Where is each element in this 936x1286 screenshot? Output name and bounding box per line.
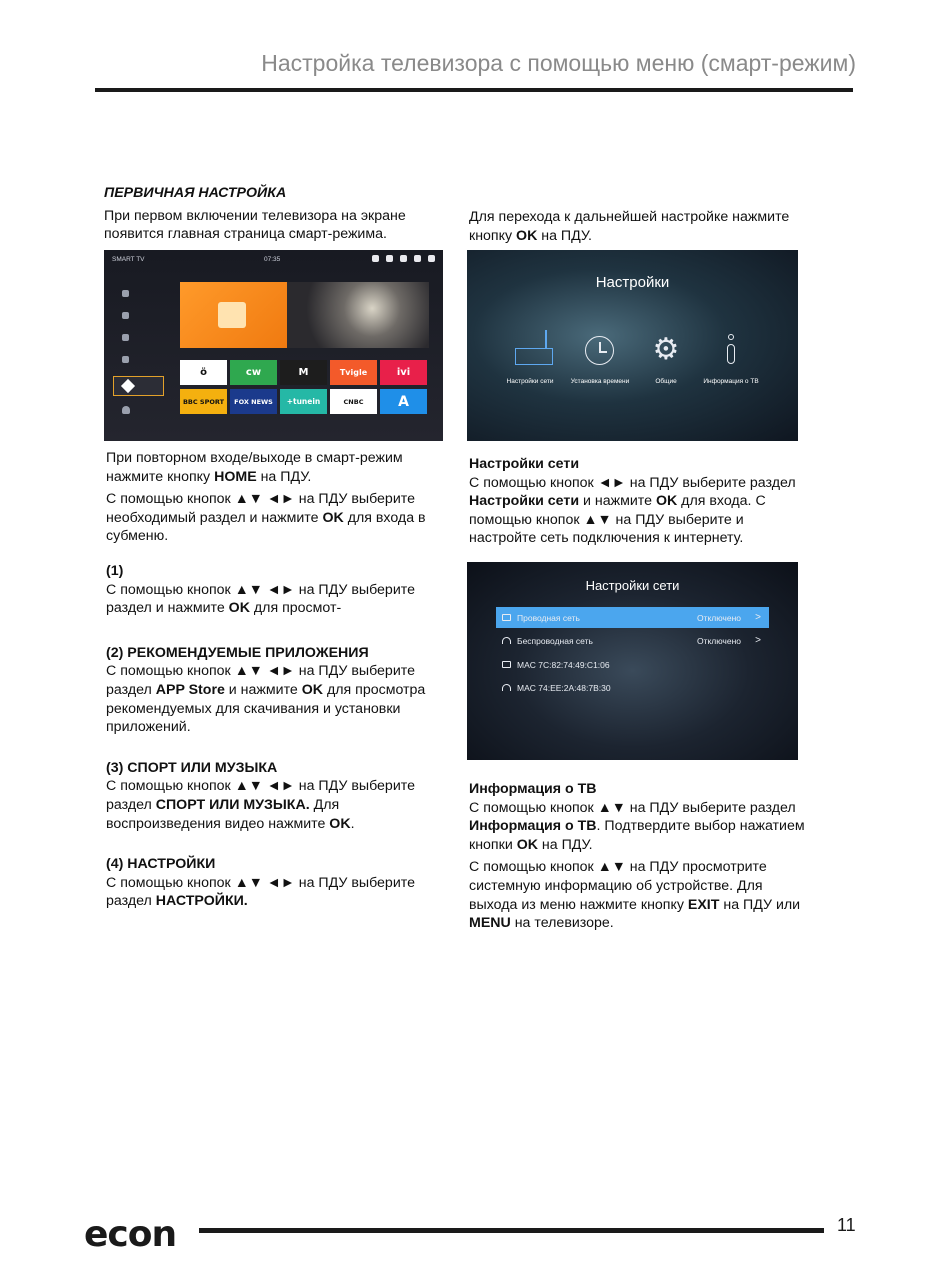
network-section-title: Настройки сети [469, 456, 580, 472]
settings-icon [400, 255, 407, 262]
text-span: С помощью кнопок ▲▼ ◄► на ПДУ выберите раздел [106, 663, 415, 698]
text-span: для входа. С помощью кнопок ▲▼ на ПДУ выберите и настройте сеть подключения к интернету. [469, 493, 766, 547]
app-tile-5: ivi [380, 360, 427, 385]
page-number: 11 [837, 1215, 856, 1235]
header-divider [95, 88, 853, 92]
grid-icon [428, 255, 435, 262]
text-span: С помощью кнопок ▲▼ ◄► на ПДУ выберите раздел [106, 778, 415, 813]
footer-divider [199, 1228, 824, 1233]
text-span: С помощью кнопок ◄► на ПДУ выберите раздел [469, 474, 796, 491]
home-icon [122, 290, 129, 297]
app-tile-8: +tunein [280, 389, 327, 414]
monitor-icon [502, 661, 511, 668]
text-span: С помощью кнопок ▲▼ ◄► на ПДУ выберите необходимый раздел и нажмите [106, 491, 415, 526]
section-3-text [106, 777, 448, 833]
app-store-label: APP Store [155, 681, 225, 698]
notification-icon [386, 255, 393, 262]
right-intro-paragraph [469, 208, 805, 245]
section-1-title: (1) [106, 562, 124, 579]
network-row-label: MAC 74:EE:2A:48:7B:30 [517, 682, 611, 693]
text-span: на ПДУ. [256, 468, 312, 485]
text-span: и нажмите [579, 493, 656, 510]
wifi-icon [502, 637, 511, 644]
section-3-title: (3) СПОРТ ИЛИ МУЗЫКА [106, 759, 278, 776]
gear-icon: ⚙ [652, 332, 680, 367]
info-section-title: Информация о ТВ [469, 781, 597, 797]
settings-label: НАСТРОЙКИ. [155, 893, 248, 910]
right-column-info [469, 780, 809, 933]
info-paragraph [469, 799, 809, 855]
right-column-intro [469, 208, 805, 245]
text-span: При повторном входе/выходе в смарт-режим нажмите кнопку [106, 450, 403, 485]
app-store-banner [180, 282, 287, 348]
home-reentry-paragraph [106, 449, 448, 486]
settings-item-network [495, 330, 565, 386]
section-4-title: (4) НАСТРОЙКИ [106, 856, 216, 873]
app-tile-10: A [380, 389, 427, 414]
ok-key-label: OK [301, 681, 324, 698]
tv-info-label: Информация о ТВ [469, 818, 597, 835]
network-row-mac-wireless [496, 677, 769, 698]
ok-key-label: OK [516, 227, 538, 244]
network-row-mac-wired [496, 654, 769, 675]
app-tile-2: cw [230, 360, 277, 385]
sport-music-label: СПОРТ ИЛИ МУЗЫКА. [155, 796, 310, 813]
section-2-text [106, 662, 448, 736]
info-paragraph-2 [469, 858, 809, 932]
smart-tv-label: SMART TV [112, 256, 145, 263]
brand-logo: econ [84, 1214, 177, 1255]
router-icon [495, 330, 565, 370]
home-key-label: HOME [214, 468, 257, 485]
info-icon [696, 330, 766, 370]
navigation-paragraph [106, 490, 448, 546]
ok-key-label: OK [516, 836, 538, 853]
text-span: . Подтвердите выбор нажатием кнопки [469, 818, 805, 853]
app-tile-6: BBC SPORT [180, 389, 227, 414]
network-settings-screenshot [467, 562, 798, 760]
text-span: на ПДУ. [537, 227, 592, 244]
shop-icon [218, 302, 246, 328]
search-icon [372, 255, 379, 262]
network-row-wired [496, 607, 769, 628]
section-title: ПЕРВИЧНАЯ НАСТРОЙКА [104, 185, 287, 201]
left-column-top [104, 184, 444, 244]
ok-key-label: OK [228, 600, 250, 617]
network-row-wireless [496, 630, 769, 651]
text-span: для входа в субменю. [106, 509, 426, 545]
settings-item-general [631, 330, 701, 386]
cloud-icon [414, 255, 421, 262]
app-tile-3: M [280, 360, 327, 385]
app-tile-9: CNBC [330, 389, 377, 414]
text-span: на ПДУ. [537, 836, 593, 853]
app-tile-7: FOX NEWS [230, 389, 277, 414]
text-span: С помощью кнопок ▲▼ ◄► на ПДУ выберите раздел и нажмите [106, 581, 415, 617]
user-icon [122, 406, 130, 414]
sidebar-icons [122, 290, 129, 363]
text-span: на ПДУ или [719, 896, 801, 913]
settings-item-label: Общие [655, 378, 677, 385]
ok-key-label: OK [329, 815, 351, 832]
settings-item-label: Настройки сети [506, 378, 554, 385]
ok-key-label: OK [322, 509, 344, 526]
top-status-icons [372, 255, 435, 262]
smart-tv-home-screenshot [104, 250, 443, 441]
network-screen-title: Настройки сети [585, 578, 680, 593]
music-icon [122, 334, 129, 341]
network-row-value: Отключено [696, 612, 741, 623]
network-row-label: Проводная сеть [517, 612, 580, 623]
left-column-body [106, 449, 448, 911]
network-row-label: MAC 7C:82:74:49:C1:06 [517, 659, 610, 670]
text-span: и нажмите [224, 681, 302, 698]
chevron-right-icon: > [755, 612, 761, 623]
clock-icon [565, 330, 635, 370]
section-2-title: (2) РЕКОМЕНДУЕМЫЕ ПРИЛОЖЕНИЯ [106, 644, 369, 661]
video-icon [122, 312, 129, 319]
app-tile-4: Tvigle [330, 360, 377, 385]
settings-item-label: Установка времени [570, 378, 630, 385]
text-span: С помощью кнопок ▲▼ на ПДУ просмотрите системную информацию об устройстве. Для выхода из меню нажмите кнопку [469, 859, 767, 913]
chevron-right-icon: > [755, 635, 761, 646]
text-span: на телевизоре. [510, 915, 614, 932]
exit-key-label: EXIT [687, 896, 720, 913]
section-4-text [106, 874, 448, 911]
network-paragraph [469, 474, 809, 548]
text-span: для просмотра рекомендуемых для скачивания и установки приложений. [106, 681, 426, 736]
menu-key-label: MENU [469, 915, 511, 932]
text-span: Для воспроизведения видео нажмите [106, 796, 340, 832]
smart-tv-time: 07:35 [264, 256, 281, 263]
settings-title: Настройки [595, 274, 670, 291]
featured-game-banner [287, 282, 429, 348]
network-row-label: Беспроводная сеть [517, 635, 593, 646]
settings-item-info [696, 330, 766, 386]
network-settings-label: Настройки сети [469, 493, 580, 510]
monitor-icon [502, 614, 511, 621]
ok-key-label: OK [655, 493, 678, 510]
apps-selected-item [113, 376, 164, 396]
text-span: . [350, 815, 355, 832]
app-tile-1: ö [180, 360, 227, 385]
text-span: С помощью кнопок ▲▼ на ПДУ выберите раздел [469, 799, 796, 816]
text-span: С помощью кнопок ▲▼ ◄► на ПДУ выберите раздел [106, 874, 415, 910]
section-1-text [106, 581, 448, 618]
text-span: Для перехода к дальнейшей настройке нажмите кнопку [469, 209, 790, 244]
wifi-icon [502, 684, 511, 691]
right-column-network [469, 455, 809, 548]
text-span: для просмот- [249, 600, 342, 617]
page-header-title: Настройка телевизора с помощью меню (смарт-режим) [261, 50, 856, 76]
intro-paragraph: При первом включении телевизора на экране появится главная страница смарт-режима. [104, 207, 406, 243]
sport-icon [122, 356, 129, 363]
network-row-value: Отключено [696, 635, 741, 646]
settings-item-time [565, 330, 635, 386]
settings-item-label: Информация о ТВ [703, 378, 759, 385]
apps-icon [121, 379, 135, 393]
settings-screenshot [467, 250, 798, 441]
